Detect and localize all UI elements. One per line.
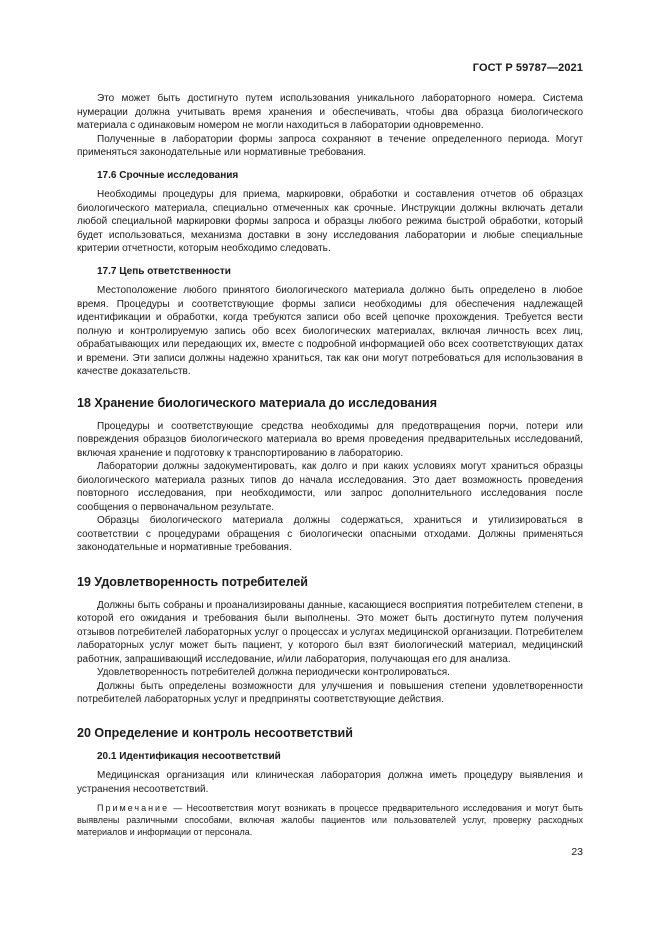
note-label: Примечание	[97, 803, 170, 813]
section-20-1-note	[77, 802, 583, 838]
section-19-paragraph-1: Должны быть собраны и проанализированы данные, касающиеся восприятия потребителем степени, в которой его ожидания и требования были выполнены. Это может быть достигнуто путем получения отзывов потребителей лабораторных услуг о процессах и услугах медицинской организации. Потребителем лабораторных услуг может быть пациент, у которого был взят биологический материал, медицинский работник, запрашивающий исследование, и/или лаборатория, получающая его для анализа.	[77, 599, 583, 665]
section-17-6-title: 17.6 Срочные исследования	[97, 169, 239, 181]
page-content	[77, 92, 583, 838]
section-18-paragraph-1: Процедуры и соответствующие средства необходимы для предотвращения порчи, потери или повреждения образцов биологического материала во время проведения предварительных исследований, включая хранение и подготовку к транспортированию в лабораторию.	[77, 420, 583, 459]
page-number: 23	[571, 846, 583, 858]
section-18-paragraph-3: Образцы биологического материала должны содержаться, храниться и утилизироваться в соответствии с процедурами обращения с биологически опасными отходами. Должны применяться законодательные и нормативные требования.	[77, 515, 583, 553]
intro-paragraph-2: Полученные в лаборатории формы запроса сохраняют в течение определенного периода. Могут применяться законодательные или нормативные требования.	[77, 133, 583, 158]
section-17-7-title: 17.7 Цепь ответственности	[97, 265, 231, 277]
section-17-6-paragraph-1: Необходимы процедуры для приема, маркировки, обработки и составления отчетов об образцах биологического материала, специально отмеченных как срочные. Инструкции должны включать детали любой специальной маркировки формы запроса и образцы любого режима быстрой обработки, который будет использоваться, механизма доставки в зону исследования лаборатории и любые специальные критерии отчетности, которым необходимо следовать.	[77, 189, 583, 254]
standard-header: ГОСТ Р 59787—2021	[472, 62, 583, 74]
intro-paragraph-1: Это может быть достигнуто путем использования уникального лабораторного номера. Система нумерации должна учитывать время хранения и обеспечивать, чтобы два образца биологического материала с одинаковым номером не могли находиться в лаборатории одновременно.	[77, 93, 583, 131]
section-17-7-paragraph-1: Местоположение любого принятого биологического материала должно быть определено в любое время. Процедуры и соответствующие формы записи необходимы для обеспечения надлежащей идентификации и обработки, когда требуются записи обо всей цепочке прохождения. Требуется вести полную и контролируемую запись обо всех биологических материалах, включая личность всех лиц, обрабатывающих или передающих их, вместе с подробной информацией обо всех соответствующих датах и времени. Эти записи должны надежно храниться, так как они могут потребоваться для использования в качестве доказательств.	[77, 285, 583, 377]
note-text: — Несоответствия могут возникать в процессе предварительного исследования и могут быть выявлены различными способами, включая жалобы пациентов или пользователей услуг, проверку расходных материалов и информации от персонала.	[77, 803, 583, 837]
section-18-paragraph-2: Лаборатории должны задокументировать, как долго и при каких условиях могут храниться образцы биологического материала разных типов до начала исследования. Это дает возможность проведения повторного исследования, при необходимости, или запрос дополнительного исследования после сообщения о первоначальном результате.	[77, 461, 583, 513]
section-20-title: 20 Определение и контроль несоответствий	[77, 725, 353, 740]
section-20-1-paragraph-1: Медицинская организация или клиническая лаборатория должна иметь процедуру выявления и устранения несоответствий.	[77, 770, 583, 795]
section-19-title: 19 Удовлетворенность потребителей	[77, 574, 308, 589]
section-19-paragraph-2: Удовлетворенность потребителей должна периодически контролироваться.	[97, 667, 450, 678]
section-19-paragraph-3: Должны быть определены возможности для улучшения и повышения степени удовлетворенности потребителей лабораторных услуг и предприняты соответствующие действия.	[77, 680, 583, 705]
section-18-title: 18 Хранение биологического материала до исследования	[77, 395, 438, 410]
section-20-1-title: 20.1 Идентификация несоответствий	[97, 750, 281, 762]
